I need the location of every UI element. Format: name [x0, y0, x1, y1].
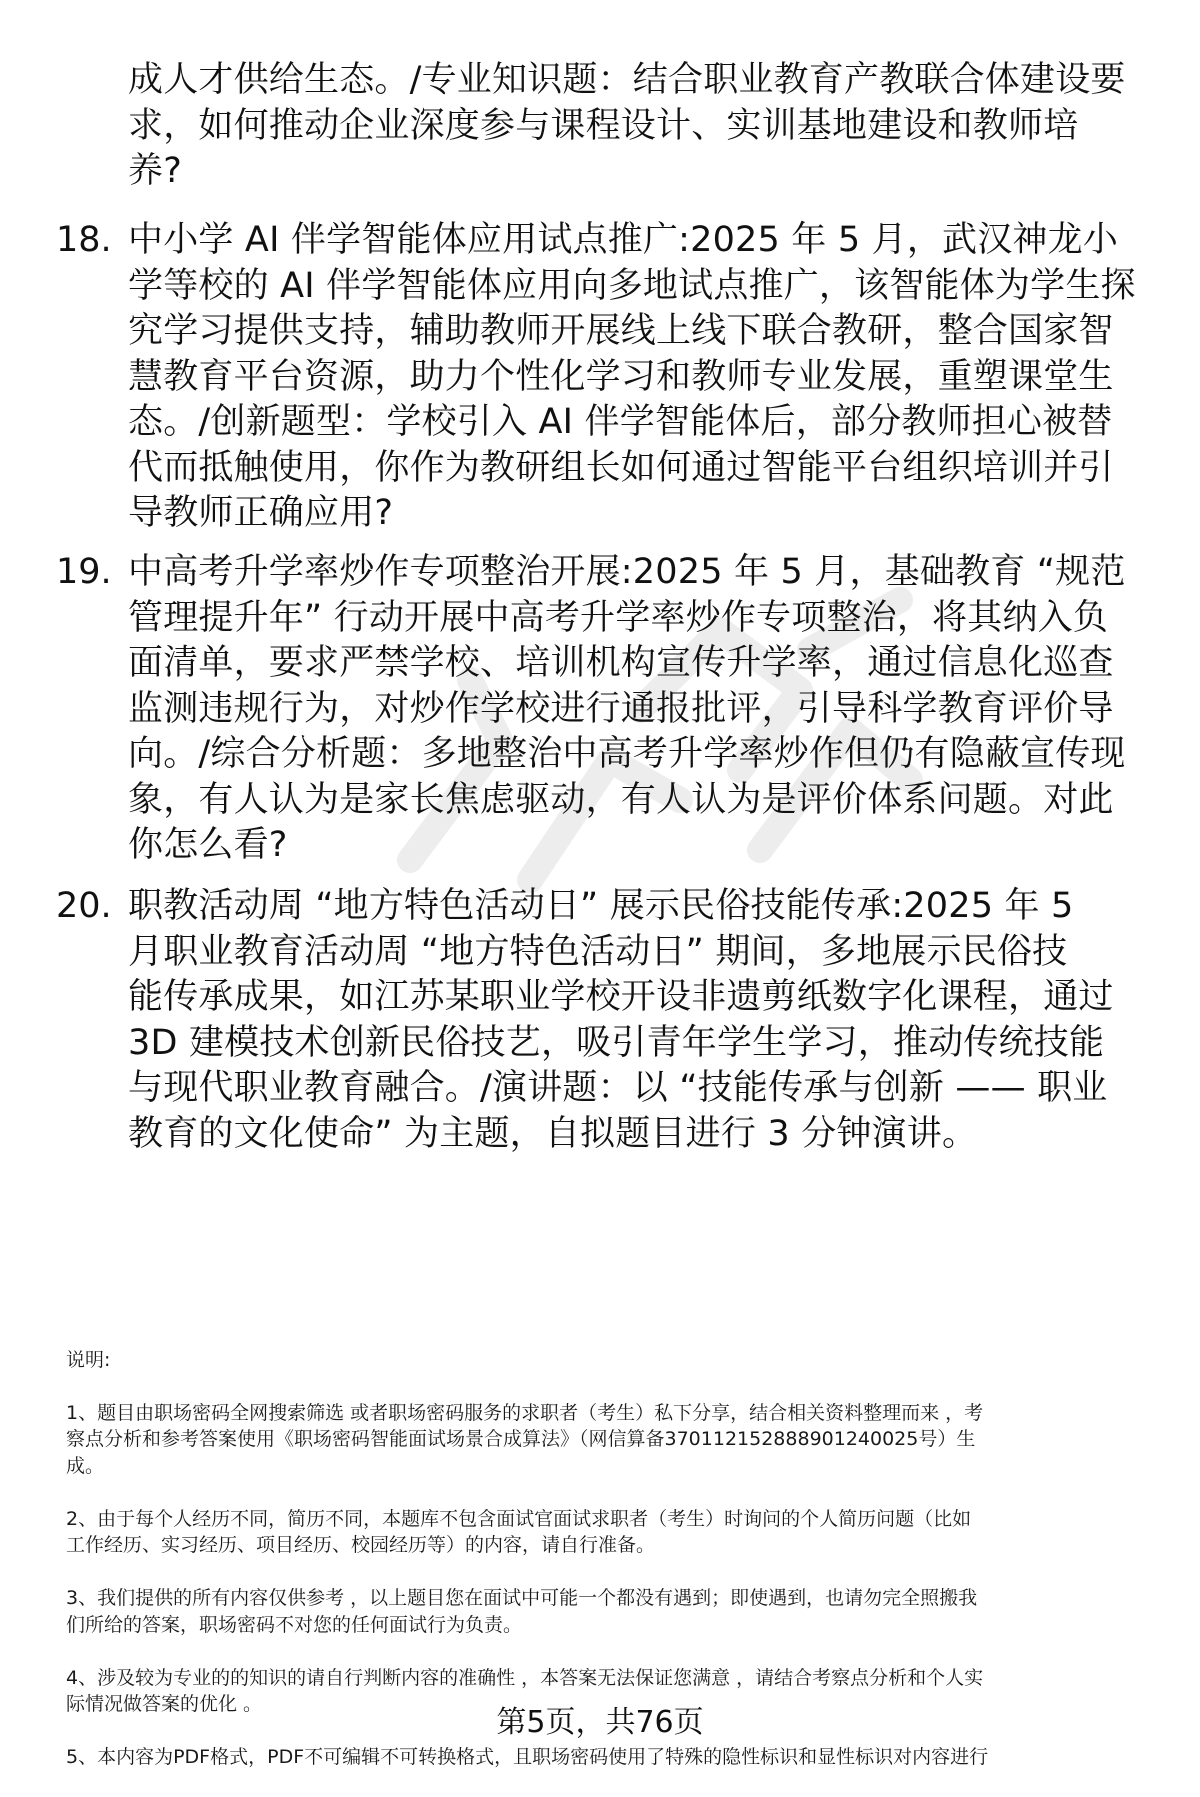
- question-number: 19.: [56, 552, 112, 592]
- note-item: 4、涉及较为专业的的知识的请自行判断内容的准确性 ，本答案无法保证您满意 ，请结合考察点分析和个人实 际情况做答案的优化 。: [66, 1666, 984, 1715]
- question-text: 中高考升学率炒作专项整治开展:2025 年 5 月，基础教育 “规范 管理提升年” 行动开展中高考升学率炒作专项整治，将其纳入负 面清单，要求严禁学校、培训机构宣传升学率，通过信息化巡查 监测违规行为，对炒作学校进行通报批评，引导科学教育评价导 向。/综合分析题：多地整治中高考升学率炒作但仍有隐蔽宣传现 象，有人认为是家长焦虑驱动，有人认为是评价体系问题。对此 你怎么看?: [128, 552, 1126, 865]
- notes-heading: 说明:: [66, 1348, 111, 1371]
- question-text: 中小学 AI 伴学智能体应用试点推广:2025 年 5 月，武汉神龙小 学等校的 AI 伴学智能体应用向多地试点推广，该智能体为学生探 究学习提供支持，辅助教师开展线上线下联合教研，整合国家智 慧教育平台资源，助力个性化学习和教师专业发展，重塑课堂生 态。/创新题型：学校引入 AI 伴学智能体后，部分教师担心被替 代而抵触使用，你作为教研组长如何通过智能平台组织培训并引 导教师正确应用?: [128, 220, 1136, 533]
- note-item: 3、我们提供的所有内容仅供参考 ，以上题目您在面试中可能一个都没有遇到；即使遇到，也请勿完全照搬我 们所给的答案，职场密码不对您的任何面试行为负责。: [66, 1587, 978, 1636]
- question-text: 职教活动周 “地方特色活动日” 展示民俗技能传承:2025 年 5 月职业教育活动周 “地方特色活动日” 期间，多地展示民俗技 能传承成果，如江苏某职业学校开设非遗剪纸数字化课程，通过 3D 建模技术创新民俗技艺，吸引青年学生学习，推动传统技能 与现代职业教育融合。/演讲题：以 “技能传承与创新 —— 职业 教育的文化使命” 为主题，自拟题目进行 3 分钟演讲。: [128, 886, 1114, 1154]
- note-item: 2、由于每个人经历不同，简历不同，本题库不包含面试官面试求职者（考生）时询问的个人简历问题（比如 工作经历、实习经历、项目经历、校园经历等）的内容，请自行准备。: [66, 1507, 972, 1556]
- question-number: 20.: [56, 886, 112, 926]
- note-item: 1、题目由职场密码全网搜索筛选 或者职场密码服务的求职者（考生）私下分享，结合相关资料整理而来 ，考 察点分析和参考答案使用《职场密码智能面试场景合成算法》（网信算备370112152888901240025号）生 成。: [66, 1401, 984, 1477]
- question-text: 成人才供给生态。/专业知识题：结合职业教育产教联合体建设要 求，如何推动企业深度参与课程设计、实训基地建设和教师培 养?: [128, 60, 1126, 191]
- note-item: 5、本内容为PDF格式，PDF不可编辑不可转换格式，且职场密码使用了特殊的隐性标识和显性标识对内容进行: [66, 1746, 989, 1768]
- question-number: 18.: [56, 220, 112, 260]
- page-number: 第5页，共76页: [496, 1705, 704, 1740]
